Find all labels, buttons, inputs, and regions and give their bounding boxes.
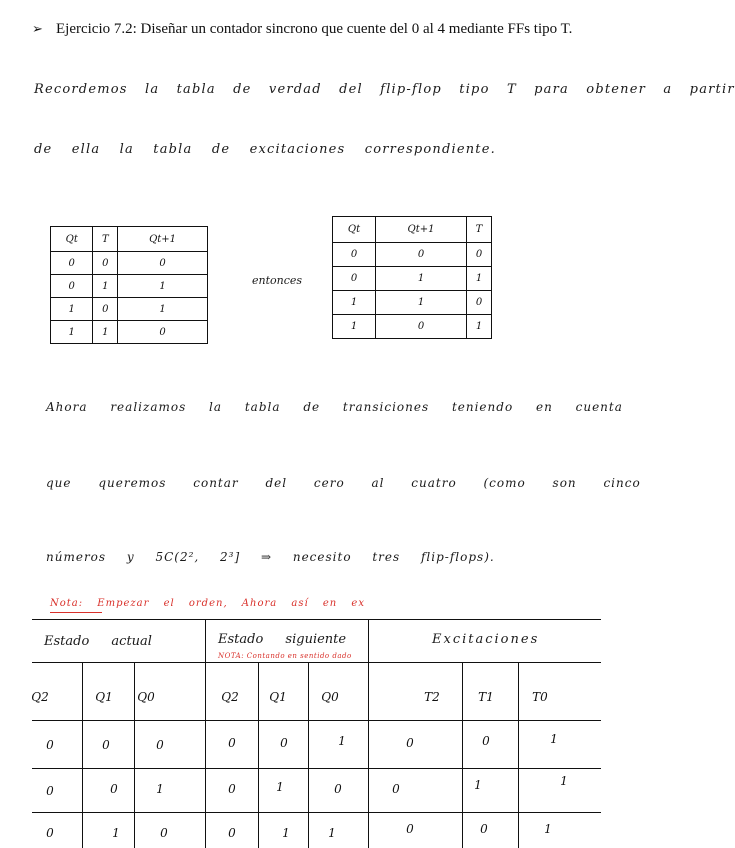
- grid-line: [32, 768, 601, 769]
- grid-line: [32, 720, 601, 721]
- grid-line: [205, 619, 206, 848]
- table-cell: 0: [334, 782, 342, 796]
- table-cell: 1: [328, 826, 336, 840]
- header-q1-next: Q1: [269, 690, 287, 704]
- table-cell: 0: [392, 782, 400, 796]
- table-cell: 0: [46, 738, 54, 752]
- header-q2-actual: Q2: [31, 690, 49, 704]
- table-cell: 0: [160, 826, 168, 840]
- cell: 0: [333, 243, 376, 267]
- group-excitaciones: Excitaciones: [432, 632, 540, 647]
- table-cell: 0: [46, 826, 54, 840]
- note-line-2: de ella la tabla de excitaciones correspondiente.: [34, 142, 496, 157]
- table-cell: 0: [482, 734, 490, 748]
- table-cell: 0: [46, 784, 54, 798]
- table-cell: 0: [102, 738, 110, 752]
- cell: 0: [118, 252, 208, 275]
- grid-line: [32, 812, 601, 813]
- cell: 1: [376, 267, 467, 291]
- table-cell: 0: [406, 822, 414, 836]
- cell: 1: [118, 275, 208, 298]
- cell: 1: [118, 298, 208, 321]
- cell: 0: [51, 275, 93, 298]
- cell: 0: [118, 321, 208, 344]
- cell: 0: [51, 252, 93, 275]
- table-cell: 1: [550, 732, 558, 746]
- header-qt: Qt: [333, 217, 376, 243]
- table-cell: 0: [110, 782, 118, 796]
- cell: 0: [467, 291, 492, 315]
- table-cell: 1: [276, 780, 284, 794]
- cell: 0: [376, 243, 467, 267]
- note-line-3: Ahora realizamos la tabla de transiciones teniendo en cuenta: [46, 400, 623, 414]
- table-cell: 1: [282, 826, 290, 840]
- table-cell: 1: [156, 782, 164, 796]
- table-cell: 0: [228, 782, 236, 796]
- grid-line: [368, 619, 369, 848]
- header-qt1: Qt+1: [118, 227, 208, 252]
- header-q0-next: Q0: [321, 690, 339, 704]
- table-cell: 0: [406, 736, 414, 750]
- cell: 1: [467, 315, 492, 339]
- note-line-5: números y 5C(2², 2³] ⇒ necesito tres flip-flops).: [46, 550, 495, 564]
- header-t: T: [93, 227, 118, 252]
- arrow-bullet-icon: ➢: [32, 22, 43, 37]
- table-cell: 0: [228, 736, 236, 750]
- header-qt: Qt: [51, 227, 93, 252]
- cell: 1: [333, 315, 376, 339]
- cell: 0: [467, 243, 492, 267]
- header-t2: T2: [424, 690, 440, 704]
- red-note-2: NOTA: Contando en sentido dado: [218, 652, 352, 660]
- entonces-label: entonces: [252, 274, 303, 287]
- grid-line: [32, 619, 601, 620]
- group-estado-actual: Estado actual: [44, 634, 152, 649]
- cell: 0: [376, 315, 467, 339]
- cell: 1: [51, 298, 93, 321]
- table-cell: 1: [560, 774, 568, 788]
- table-cell: 1: [474, 778, 482, 792]
- cell: 1: [51, 321, 93, 344]
- grid-line: [32, 662, 601, 663]
- table-cell: 1: [544, 822, 552, 836]
- header-q1-actual: Q1: [95, 690, 113, 704]
- group-estado-siguiente: Estado siguiente: [218, 632, 347, 647]
- cell: 0: [333, 267, 376, 291]
- cell: 1: [93, 275, 118, 298]
- table-cell: 1: [338, 734, 346, 748]
- cell: 0: [93, 252, 118, 275]
- cell: 1: [333, 291, 376, 315]
- cell: 1: [376, 291, 467, 315]
- red-note-1: Nota: Empezar el orden, Ahora así en ex: [50, 598, 365, 609]
- header-qt1: Qt+1: [376, 217, 467, 243]
- note-line-1: Recordemos la tabla de verdad del flip-flop tipo T para obtener a partir: [34, 82, 735, 97]
- grid-line: [462, 662, 463, 848]
- heading: [32, 18, 572, 38]
- t-flipflop-excitation-table: [332, 216, 492, 339]
- t-flipflop-truth-table: [50, 226, 208, 344]
- exercise-title: Ejercicio 7.2: Diseñar un contador sincrono que cuente del 0 al 4 mediante FFs tipo T.: [56, 21, 573, 37]
- header-q0-actual: Q0: [137, 690, 155, 704]
- table-cell: 0: [480, 822, 488, 836]
- table-cell: 1: [112, 826, 120, 840]
- cell: 0: [93, 298, 118, 321]
- header-q2-next: Q2: [221, 690, 239, 704]
- cell: 1: [467, 267, 492, 291]
- table-cell: 0: [280, 736, 288, 750]
- table-cell: 0: [228, 826, 236, 840]
- header-t: T: [467, 217, 492, 243]
- red-underline: [50, 612, 102, 613]
- table-cell: 0: [156, 738, 164, 752]
- cell: 1: [93, 321, 118, 344]
- header-t1: T1: [478, 690, 494, 704]
- header-t0: T0: [532, 690, 548, 704]
- note-line-4: que queremos contar del cero al cuatro (como son cinco: [46, 476, 641, 490]
